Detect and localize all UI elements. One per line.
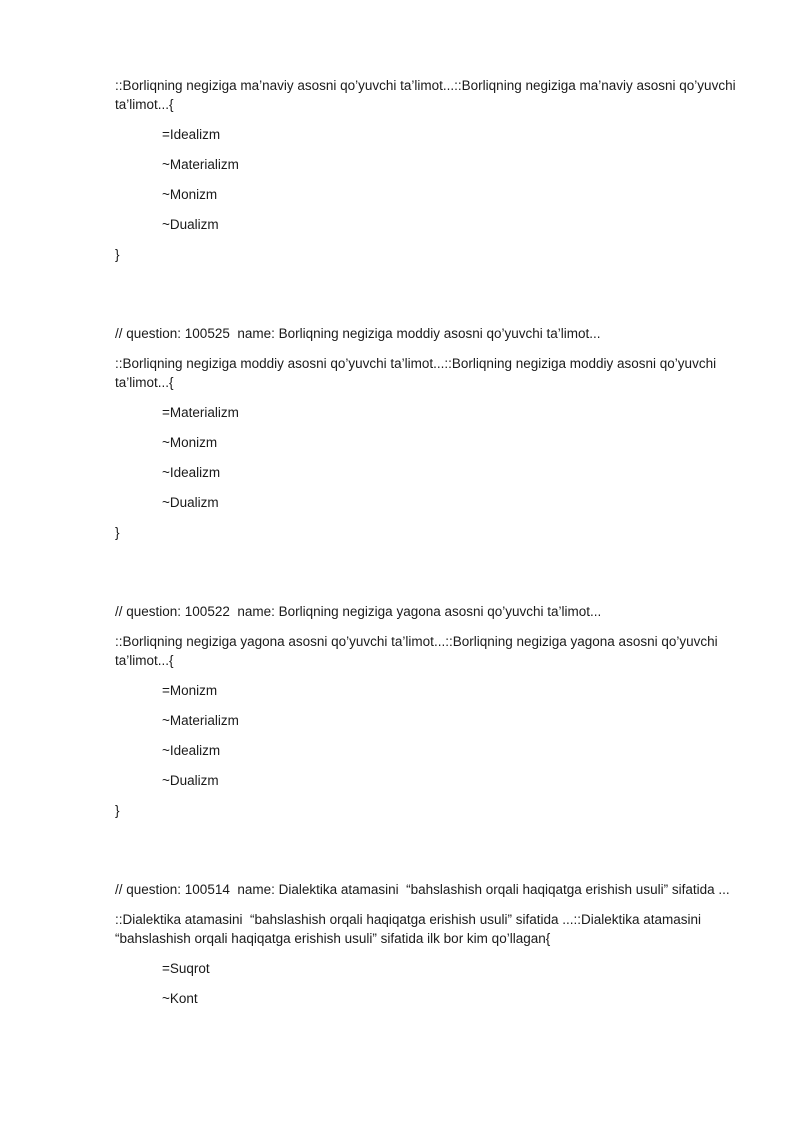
answer-option: ~Dualizm xyxy=(162,773,219,788)
answer-option: =Materializm xyxy=(162,405,239,420)
answer-option: ~Idealizm xyxy=(162,465,221,480)
question-comment: // question: 100525 name: Borliqning negiziga moddiy asosni qo’yuvchi ta’limot... xyxy=(115,326,601,341)
question-block xyxy=(115,602,745,820)
question-block xyxy=(115,880,745,1008)
answer-option: ~Materializm xyxy=(162,713,239,728)
answer-option: =Idealizm xyxy=(162,127,221,142)
answer-option: =Monizm xyxy=(162,683,218,698)
question-stem: ::Dialektika atamasini “bahslashish orqali haqiqatga erishish usuli” sifatida ...::Dialektika atamasini “bahslashish orqali haqiqatga erishish usuli” sifatida ilk bor kim qo’llagan{ xyxy=(115,912,709,946)
closing-brace: } xyxy=(115,803,120,818)
question-block xyxy=(115,324,745,542)
answer-option: ~Idealizm xyxy=(162,743,221,758)
answer-option: ~Monizm xyxy=(162,435,218,450)
question-comment: // question: 100514 name: Dialektika atamasini “bahslashish orqali haqiqatga erishish usuli” sifatida ... xyxy=(115,882,730,897)
document-page xyxy=(115,76,745,1008)
question-stem: ::Borliqning negiziga ma’naviy asosni qo’yuvchi ta’limot...::Borliqning negiziga ma’naviy asosni qo’yuvchi ta’limot...{ xyxy=(115,78,740,112)
answer-option: ~Dualizm xyxy=(162,217,219,232)
closing-brace: } xyxy=(115,525,120,540)
question-stem: ::Borliqning negiziga yagona asosni qo’yuvchi ta’limot...::Borliqning negiziga yagona asosni qo’yuvchi ta’limot...{ xyxy=(115,634,722,668)
question-block xyxy=(115,76,745,264)
closing-brace: } xyxy=(115,247,120,262)
answer-option: ~Materializm xyxy=(162,157,239,172)
question-stem: ::Borliqning negiziga moddiy asosni qo’yuvchi ta’limot...::Borliqning negiziga moddiy asosni qo’yuvchi ta’limot...{ xyxy=(115,356,720,390)
answer-option: ~Kont xyxy=(162,991,198,1006)
answer-option: =Suqrot xyxy=(162,961,210,976)
answer-option: ~Monizm xyxy=(162,187,218,202)
question-comment: // question: 100522 name: Borliqning negiziga yagona asosni qo’yuvchi ta’limot... xyxy=(115,604,602,619)
answer-option: ~Dualizm xyxy=(162,495,219,510)
